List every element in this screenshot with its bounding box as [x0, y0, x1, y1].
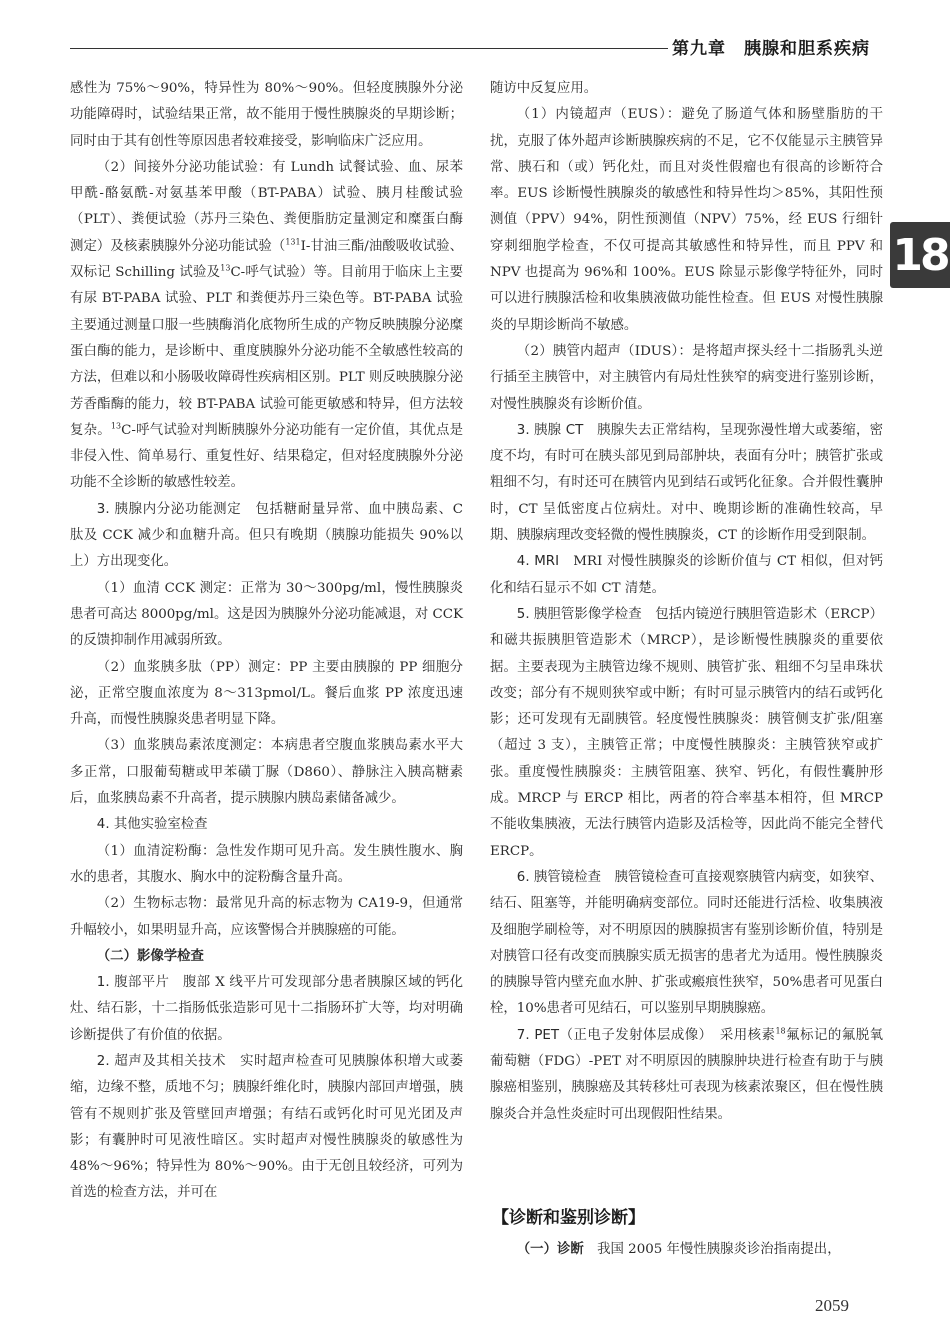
right-column — [490, 76, 883, 1128]
chapter-tab-badge: 18 — [890, 222, 950, 288]
subheading-other-lab-tests: 4. 其他实验室检查 — [96, 817, 208, 833]
paragraph-abdominal-xray: 1. 腹部平片 腹部 X 线平片可发现部分患者胰腺区域的钙化灶、结石影，十二指肠低张造影可见十二指肠环扩大等，均对明确诊断提供了有价值的依据。 — [70, 975, 463, 1043]
paragraph: （3）血浆胰岛素浓度测定：本病患者空腹血浆胰岛素水平大多正常，口服葡萄糖或甲苯磺丁脲（D860）、静脉注入胰高糖素后，血浆胰岛素不升高者，提示胰腺内胰岛素储备减少。 — [70, 738, 463, 807]
header-rule — [70, 48, 668, 49]
paragraph-ercp-mrcp: 5. 胰胆管影像学检查 包括内镜逆行胰胆管造影术（ERCP）和磁共振胰胆管造影术（MRCP），是诊断慢性胰腺炎的重要依据。主要表现为主胰管边缘不规则、胰管扩张、粗细不匀呈串珠状改变；部分有不规则狭窄或中断；有时可显示胰管内的结石或钙化影；还可发现有无副胰管。轻度慢性胰腺炎：胰管侧支扩张/阻塞（超过 3 支），主胰管正常；中度慢性胰腺炎：主胰管狭窄或扩张。重度慢性胰腺炎：主胰管阻塞、狭窄、钙化，有假性囊肿形成。MRCP 与 ERCP 相比，两者的符合率基本相符，但 MRCP 不能收集胰液，无法行胰管内造影及活检等，因此尚不能完全替代 ERCP。 — [490, 606, 883, 859]
left-column — [70, 76, 463, 1207]
paragraph-eus: （1）内镜超声（EUS）：避免了肠道气体和肠壁脂肪的干扰，克服了体外超声诊断胰腺疾病的不足，它不仅能显示主胰管异常、胰石和（或）钙化灶，而且对炎性假瘤也有很高的诊断符合率。EUS 诊断慢性胰腺炎的敏感性和特异性均＞85%，其阳性预测值（PPV）94%，阴性预测值（NPV）75%，经 EUS 行细针穿刺细胞学检查，不仅可提高其敏感性和特异性，而且 PPV 和 NPV 也提高为 96%和 100%。EUS 除显示影像学特征外，同时可以进行胰腺活检和收集胰液做功能性检查。但 EUS 对慢性胰腺炎的早期诊断尚不敏感。 — [490, 107, 883, 333]
paragraph: （2）血浆胰多肽（PP）测定：PP 主要由胰腺的 PP 细胞分泌，正常空腹血浓度为 8～313pmol/L。餐后血浆 PP 浓度迅速升高，而慢性胰腺炎患者明显下降。 — [70, 659, 463, 728]
paragraph-pancreatoscopy: 6. 胰管镜检查 胰管镜检查可直接观察胰管内病变，如狭窄、结石、阻塞等，并能明确病变部位。同时还能进行活检、收集胰液及细胞学刷检等，对不明原因的胰腺损害有鉴别诊断价值，特别是对胰管口径有改变而胰腺实质无损害的患者尤为适用。慢性胰腺炎的胰腺导管内壁充血水肿、扩张或瘢痕性狭窄，50%患者可见蛋白栓，10%患者可见结石，可以鉴别早期胰腺癌。 — [490, 869, 883, 1017]
paragraph-diagnosis: （一）诊断 我国 2005 年慢性胰腺炎诊治指南提出， — [516, 1242, 841, 1257]
paragraph: （2）生物标志物：最常见升高的标志物为 CA19-9，但通常升幅较小，如果明显升高，应该警惕合并胰腺癌的可能。 — [70, 896, 463, 938]
paragraph: 感性为 75%～90%，特异性为 80%～90%。但轻度胰腺外分泌功能障碍时，试验结果正常，故不能用于慢性胰腺炎的早期诊断；同时由于其有创性等原因患者较难接受，影响临床广泛应用。 — [70, 81, 463, 149]
paragraph: （1）血清淀粉酶：急性发作期可见升高。发生胰性腹水、胸水的患者，其腹水、胸水中的淀粉酶含量升高。 — [70, 843, 463, 885]
chapter-title: 第九章 胰腺和胆系疾病 — [672, 39, 870, 59]
paragraph-mri: 4. MRI MRI 对慢性胰腺炎的诊断价值与 CT 相似，但对钙化和结石显示不如 CT 清楚。 — [490, 554, 884, 596]
paragraph-pet: 7. PET（正电子发射体层成像） 采用核素$^{18}$氟标记的氟脱氧葡萄糖（FDG）-PET 对不明原因的胰腺肿块进行检查有助于与胰腺癌相鉴别，胰腺癌及其转移灶可表现为核素浓聚区，但在慢性胰腺炎合并急性炎症时可出现假阳性结果。 — [490, 1026, 884, 1122]
paragraph: 随访中反复应用。 — [490, 81, 598, 96]
paragraph-ultrasound: 2. 超声及其相关技术 实时超声检查可见胰腺体积增大或萎缩，边缘不整，质地不匀；胰腺纤维化时，胰腺内部回声增强，胰管有不规则扩张及管壁回声增强；有结石或钙化时可见光团及声影；有囊肿时可见液性暗区。实时超声对慢性胰腺炎的敏感性为 48%～96%；特异性为 80%～90%。由于无创且较经济，可列为首选的检查方法，并可在 — [70, 1053, 463, 1201]
page-number: 2059 — [815, 1296, 849, 1315]
paragraph-idus: （2）胰管内超声（IDUS）：是将超声探头经十二指肠乳头逆行插至主胰管中，对主胰管内有局灶性狭窄的病变进行鉴别诊断，对慢性胰腺炎有诊断价值。 — [490, 343, 883, 412]
paragraph-ct: 3. 胰腺 CT 胰腺失去正常结构，呈现弥漫性增大或萎缩，密度不均，有时可在胰头部见到局部肿块，表面有分叶；胰管扩张或粗细不匀，有时还可在胰管内见到结石或钙化征象。合并假性囊肿时，CT 呈低密度占位病灶。对中、晚期诊断的准确性较高，早期、胰腺病理改变轻微的慢性胰腺炎，CT 的诊断作用受到限制。 — [490, 422, 883, 544]
section-heading-diagnosis: 【诊断和鉴别诊断】 — [492, 1208, 645, 1228]
paragraph-indirect-exocrine-tests: （2）间接外分泌功能试验：有 Lundh 试餐试验、血、尿苯甲酰-酪氨酰-对氨基苯甲酸（BT-PABA）试验、胰月桂酸试验（PLT）、粪便试验（苏丹三染色、粪便脂肪定量测定和糜蛋白酶测定）及核素胰腺外分泌功能试验（$^{131}$I-甘油三酯/油酸吸收试验、双标记 Schilling 试验及$^{13}$C-呼气试验）等。目前用于临床上主要有尿 BT-PABA 试验、PLT 和粪便苏丹三染色等。BT-PABA 试验主要通过测量口服一些胰酶消化底物所生成的产物反映胰腺分泌糜蛋白酶的能力，是诊断中、重度胰腺外分泌功能不全敏感性较高的方法，但难以和小肠吸收障碍性疾病相区别。PLT 则反映胰腺分泌芳香酯酶的能力，较 BT-PABA 试验可能更敏感和特异，但方法较复杂。$^{13}$C-呼气试验对判断胰腺外分泌功能有一定价值，其优点是非侵入性、简单易行、重复性好、结果稳定，但对轻度胰腺外分泌功能不全诊断的敏感性较差。 — [70, 159, 464, 491]
paragraph: （1）血清 CCK 测定：正常为 30～300pg/ml，慢性胰腺炎患者可高达 8000pg/ml。这是因为胰腺外分泌功能减退，对 CCK 的反馈抑制作用减弱所致。 — [70, 580, 463, 649]
subheading-imaging: （二）影像学检查 — [96, 948, 204, 964]
paragraph-endocrine-tests: 3. 胰腺内分泌功能测定 包括糖耐量异常、血中胰岛素、C 肽及 CCK 减少和血糖升高。但只有晚期（胰腺功能损失 90%以上）方出现变化。 — [70, 501, 463, 570]
